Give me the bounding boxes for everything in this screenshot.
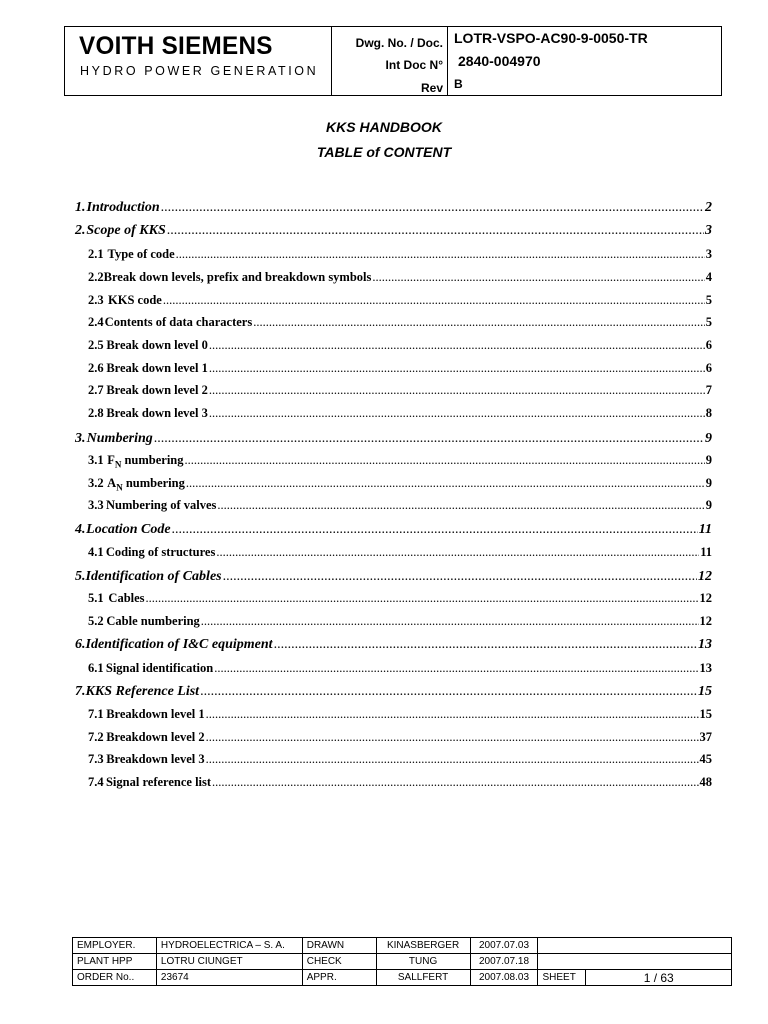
label-dwg-no: Dwg. No. / Doc. xyxy=(355,36,443,50)
toc-leader xyxy=(209,406,705,421)
toc-leader xyxy=(372,270,704,285)
plant-value: LOTRU CIUNGET xyxy=(156,954,302,970)
toc-number: 3.1 xyxy=(88,453,104,467)
toc-label: Type of code xyxy=(107,247,175,261)
toc-leader xyxy=(253,315,705,330)
toc-leader xyxy=(172,522,698,538)
toc-entry[interactable] xyxy=(88,406,712,421)
appr-by: SALLFERT xyxy=(376,970,470,986)
toc-number: 7. xyxy=(75,684,86,699)
toc-entry[interactable] xyxy=(88,614,712,629)
drawn-by: KINASBERGER xyxy=(376,938,470,954)
toc-page-number: 5 xyxy=(705,293,712,307)
toc-page-number: 9 xyxy=(705,498,712,512)
footer-blank-cell xyxy=(538,954,732,970)
toc-entry[interactable] xyxy=(75,569,712,585)
toc-leader xyxy=(185,453,705,468)
toc-page-number: 9 xyxy=(705,453,712,467)
toc-number: 6. xyxy=(75,637,86,652)
revision: B xyxy=(454,77,463,91)
toc-leader xyxy=(212,775,698,790)
toc-entry[interactable] xyxy=(88,707,712,722)
toc-number: 7.2 xyxy=(88,730,104,744)
order-value: 23674 xyxy=(156,970,302,986)
toc-entry[interactable] xyxy=(75,684,712,700)
toc-page-number: 9 xyxy=(705,476,712,490)
toc-leader xyxy=(186,476,705,491)
toc-number: 7.4 xyxy=(88,775,104,789)
toc-label: Introduction xyxy=(86,200,160,215)
toc-entry[interactable] xyxy=(75,431,712,447)
toc-leader xyxy=(206,707,699,722)
toc-label: Breakdown level 3 xyxy=(106,752,205,766)
plant-label: PLANT HPP xyxy=(73,954,157,970)
drawn-label: DRAWN xyxy=(302,938,376,954)
toc-label: Break down levels, prefix and breakdown symbols xyxy=(103,270,372,284)
footer-blank-cell xyxy=(538,938,732,954)
toc-entry[interactable] xyxy=(75,522,712,538)
toc-label: Location Code xyxy=(86,522,171,537)
toc-leader xyxy=(206,752,699,767)
toc-page-number: 6 xyxy=(705,338,712,352)
toc-entry[interactable] xyxy=(88,591,712,606)
toc-page-number: 13 xyxy=(698,637,712,652)
toc-page-number: 11 xyxy=(698,522,712,537)
title-block xyxy=(64,26,722,96)
toc-page-number: 13 xyxy=(699,661,712,675)
toc-number: 6.1 xyxy=(88,661,104,675)
toc-label: $A_N$ numbering xyxy=(107,476,185,493)
label-int-doc: Int Doc N° xyxy=(385,58,443,72)
toc-label: KKS code xyxy=(108,293,162,307)
toc-number: 3.2 xyxy=(88,476,104,490)
toc-leader xyxy=(206,730,699,745)
toc-page-number: 3 xyxy=(705,223,712,238)
drawn-date: 2007.07.03 xyxy=(470,938,538,954)
toc-leader xyxy=(201,614,699,629)
toc-leader xyxy=(154,431,704,447)
toc-number: 3. xyxy=(75,431,86,446)
toc-label: Break down level 0 xyxy=(106,338,208,352)
toc-number: 7.1 xyxy=(88,707,104,721)
toc-label: Breakdown level 1 xyxy=(106,707,205,721)
toc-leader xyxy=(209,361,705,376)
toc-entry[interactable] xyxy=(88,498,712,513)
toc-page-number: 8 xyxy=(705,406,712,420)
toc-entry[interactable] xyxy=(75,637,712,653)
dwg-number: LOTR-VSPO-AC90-9-0050-TR xyxy=(454,30,648,46)
toc-number: 2.4 xyxy=(88,315,104,329)
toc-leader xyxy=(217,498,704,513)
toc-entry[interactable] xyxy=(88,338,712,353)
brand-name: VOITH SIEMENS xyxy=(79,32,273,60)
toc-entry[interactable] xyxy=(88,270,712,285)
toc-label: Break down level 1 xyxy=(106,361,208,375)
toc-number: 4. xyxy=(75,522,86,537)
toc-label: Numbering xyxy=(86,431,153,446)
toc-number: 2.2 xyxy=(88,270,104,284)
toc-page-number: 7 xyxy=(705,383,712,397)
toc-page-number: 4 xyxy=(705,270,712,284)
appr-label: APPR. xyxy=(302,970,376,986)
toc-number: 2.6 xyxy=(88,361,104,375)
toc-page-number: 12 xyxy=(699,614,712,628)
order-label: ORDER No.. xyxy=(73,970,157,986)
toc-leader xyxy=(163,293,705,308)
toc-page-number: 2 xyxy=(705,200,712,215)
toc-number: 3.3 xyxy=(88,498,104,512)
toc-leader xyxy=(200,684,697,700)
toc-label: Signal identification xyxy=(105,661,214,675)
toc-number: 1. xyxy=(75,200,86,215)
toc-entry[interactable] xyxy=(88,361,712,376)
toc-entry[interactable] xyxy=(75,200,712,216)
toc-page-number: 15 xyxy=(699,707,712,721)
toc-page-number: 6 xyxy=(705,361,712,375)
toc-entry[interactable] xyxy=(75,223,712,239)
footer-table xyxy=(72,937,732,986)
brand-subtitle: HYDRO POWER GENERATION xyxy=(80,64,319,78)
toc-label: Coding of structures xyxy=(105,545,216,559)
toc-leader xyxy=(223,569,697,585)
toc-label: Cable numbering xyxy=(106,614,200,628)
toc-number: 5. xyxy=(75,569,86,584)
label-rev: Rev xyxy=(420,81,443,95)
toc-page-number: 11 xyxy=(700,545,712,559)
toc-label: Identification of I&C equipment xyxy=(85,637,273,652)
toc-page-number: 12 xyxy=(699,591,712,605)
check-label: CHECK xyxy=(302,954,376,970)
toc-entry[interactable] xyxy=(88,293,712,308)
toc-entry[interactable] xyxy=(88,661,712,676)
toc-heading: TABLE of CONTENT xyxy=(316,144,452,160)
company-logo xyxy=(65,27,332,95)
toc-label: Identification of Cables xyxy=(85,569,222,584)
toc-leader xyxy=(214,661,698,676)
toc-leader xyxy=(161,200,704,216)
toc-leader xyxy=(146,591,699,606)
toc-label: Signal reference list xyxy=(105,775,212,789)
toc-entry[interactable] xyxy=(88,315,712,330)
sheet-number: 1 / 63 xyxy=(586,970,732,986)
int-doc-number: 2840-004970 xyxy=(458,53,541,69)
toc-number: 2.5 xyxy=(88,338,104,352)
toc-label: Break down level 2 xyxy=(106,383,208,397)
employer-label: EMPLOYER. xyxy=(73,938,157,954)
toc-number: 4.1 xyxy=(88,545,104,559)
toc-label: KKS Reference List xyxy=(85,684,200,699)
toc-leader xyxy=(209,338,705,353)
check-by: TUNG xyxy=(376,954,470,970)
toc-label: Contents of data characters xyxy=(104,315,253,329)
sheet-label: SHEET xyxy=(538,970,586,986)
toc-number: 7.3 xyxy=(88,752,104,766)
toc-leader xyxy=(209,383,705,398)
toc-label: Numbering of valves xyxy=(106,498,217,512)
toc-number: 2.8 xyxy=(88,406,104,420)
toc-entry[interactable] xyxy=(88,545,712,560)
employer-value: HYDROELECTRICA – S. A. xyxy=(156,938,302,954)
toc-number: 2.7 xyxy=(88,383,104,397)
document-title: KKS HANDBOOK xyxy=(326,119,442,135)
toc-entry[interactable] xyxy=(88,752,712,767)
toc-label: $F_N$ numbering xyxy=(107,453,184,470)
toc-entry[interactable] xyxy=(88,247,712,262)
toc-number: 5.2 xyxy=(88,614,104,628)
toc-entry[interactable] xyxy=(88,775,712,790)
toc-entry[interactable] xyxy=(88,730,712,745)
toc-page-number: 9 xyxy=(705,431,712,446)
toc-label: Breakdown level 2 xyxy=(106,730,205,744)
toc-leader xyxy=(216,545,699,560)
doc-labels xyxy=(331,27,448,95)
toc-leader xyxy=(176,247,705,262)
toc-number: 2. xyxy=(75,223,86,238)
toc-label: Scope of KKS xyxy=(86,223,166,238)
toc-entry[interactable] xyxy=(88,453,712,470)
toc-number: 2.1 xyxy=(88,247,104,261)
toc-entry[interactable] xyxy=(88,476,712,493)
toc-label: Cables xyxy=(108,591,145,605)
toc-page-number: 37 xyxy=(699,730,712,744)
toc-page-number: 12 xyxy=(698,569,712,584)
toc-page-number: 48 xyxy=(699,775,712,789)
toc-leader xyxy=(274,637,697,653)
toc-page-number: 5 xyxy=(705,315,712,329)
appr-date: 2007.08.03 xyxy=(470,970,538,986)
toc-number: 5.1 xyxy=(88,591,104,605)
toc-leader xyxy=(167,223,704,239)
toc-page-number: 15 xyxy=(698,684,712,699)
toc-number: 2.3 xyxy=(88,293,104,307)
toc-entry[interactable] xyxy=(88,383,712,398)
toc-label: Break down level 3 xyxy=(106,406,208,420)
toc-page-number: 45 xyxy=(699,752,712,766)
toc-page-number: 3 xyxy=(705,247,712,261)
check-date: 2007.07.18 xyxy=(470,954,538,970)
